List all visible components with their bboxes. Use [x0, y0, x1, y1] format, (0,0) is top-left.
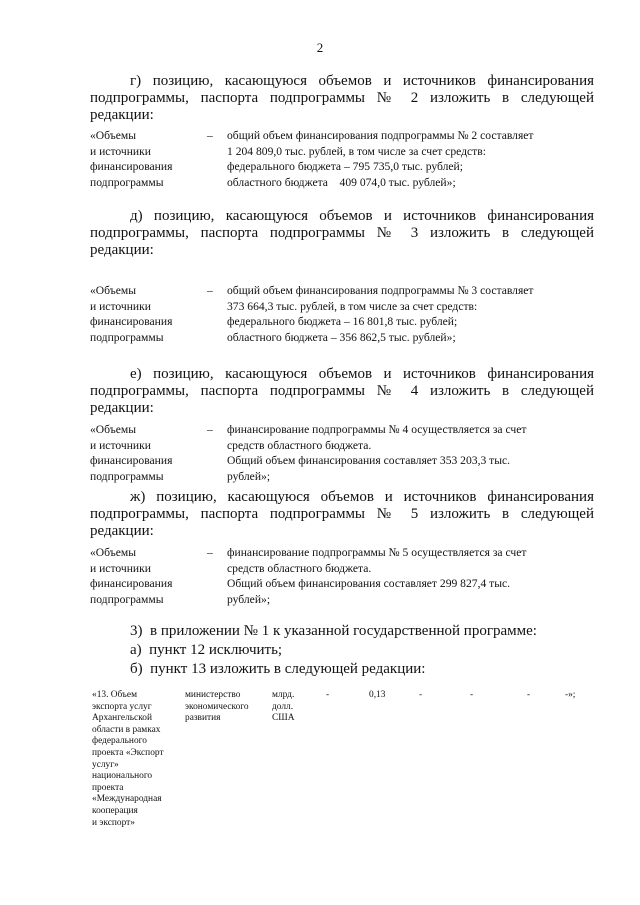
- cell-line: млрд.: [272, 690, 295, 700]
- cell-line: экономического: [185, 701, 249, 712]
- paragraph-zh: [90, 489, 594, 540]
- label-line: финансирования: [90, 454, 173, 467]
- label-line: финансирования: [90, 577, 173, 590]
- list-item: б) пункт 13 изложить в следующей редакции:: [130, 661, 426, 677]
- content-line: средств областного бюджета.: [227, 438, 372, 452]
- paragraph-line: редакции:: [90, 242, 154, 258]
- label-line: подпрограммы: [90, 592, 164, 606]
- cell-line: «13. Объем: [92, 690, 137, 700]
- paragraph-line: подпрограммы, паспорта подпрограммы № 5 изложить в следующей: [90, 506, 594, 522]
- value-cell: -»;: [565, 690, 576, 700]
- cell-line: развития: [185, 713, 221, 724]
- value-cell: 0,13: [369, 690, 386, 700]
- cell-line: США: [272, 713, 295, 724]
- label-line: подпрограммы: [90, 330, 164, 344]
- content-line: федерального бюджета – 795 735,0 тыс. рублей;: [227, 160, 463, 173]
- label-line: подпрограммы: [90, 175, 164, 189]
- content-line: финансирование подпрограммы № 5 осуществляется за счет: [227, 546, 527, 559]
- paragraph-line: г) позицию, касающуюся объемов и источников финансирования: [130, 73, 594, 89]
- dash: –: [207, 423, 213, 436]
- label-line: «Объемы: [90, 423, 137, 436]
- value-cell: -: [326, 690, 330, 700]
- label-line: и источники: [90, 561, 151, 575]
- block-content: [227, 128, 594, 190]
- content-line: областного бюджета 409 074,0 тыс. рублей»;: [227, 175, 456, 189]
- content-line: 1 204 809,0 тыс. рублей, в том числе за счет средств:: [227, 144, 486, 158]
- content-line: средств областного бюджета.: [227, 561, 372, 575]
- label-line: и источники: [90, 438, 151, 452]
- cell-line: долл.: [272, 701, 294, 712]
- label-line: и источники: [90, 299, 151, 313]
- list-item: 3) в приложении № 1 к указанной государственной программе:: [130, 623, 537, 639]
- block-label: [90, 545, 200, 607]
- value-cell: -: [470, 690, 474, 700]
- paragraph-line: д) позицию, касающуюся объемов и источников финансирования: [130, 208, 594, 224]
- content-line: рублей»;: [227, 469, 271, 483]
- paragraph-line: е) позицию, касающуюся объемов и источников финансирования: [130, 366, 594, 382]
- paragraph-line: подпрограммы, паспорта подпрограммы № 4 изложить в следующей: [90, 383, 594, 399]
- responsible-ministry-cell: [185, 690, 273, 725]
- cell-line: услуг»: [92, 759, 119, 770]
- block-content: [227, 545, 594, 607]
- label-line: подпрограммы: [90, 469, 164, 483]
- cell-line: области в рамках: [92, 724, 161, 735]
- dash: –: [207, 546, 213, 559]
- paragraph-line: редакции:: [90, 523, 154, 539]
- label-line: и источники: [90, 144, 151, 158]
- label-line: «Объемы: [90, 284, 137, 297]
- label-line: финансирования: [90, 160, 173, 173]
- block-content: [227, 422, 594, 484]
- paragraph-line: ж) позицию, касающуюся объемов и источников финансирования: [130, 489, 594, 505]
- content-line: областного бюджета – 356 862,5 тыс. рублей»;: [227, 330, 456, 344]
- paragraph-g: [90, 73, 594, 124]
- cell-line: «Международная: [92, 794, 162, 805]
- cell-line: и экспорт»: [92, 817, 135, 828]
- cell-line: экспорта услуг: [92, 701, 152, 712]
- cell-line: проекта «Экспорт: [92, 747, 164, 758]
- cell-line: национального: [92, 771, 153, 782]
- block-label: [90, 283, 200, 345]
- content-line: общий объем финансирования подпрограммы № 2 составляет: [227, 129, 534, 142]
- content-line: Общий объем финансирования составляет 353 203,3 тыс.: [227, 454, 511, 467]
- unit-cell: [272, 690, 312, 725]
- paragraph-line: подпрограммы, паспорта подпрограммы № 2 изложить в следующей: [90, 90, 594, 106]
- paragraph-e: [90, 366, 594, 417]
- cell-line: Архангельской: [92, 713, 152, 724]
- page-number: 2: [316, 40, 324, 55]
- content-line: 373 664,3 тыс. рублей, в том числе за счет средств:: [227, 299, 478, 313]
- value-cell: -: [419, 690, 423, 700]
- content-line: федерального бюджета – 16 801,8 тыс. рублей;: [227, 315, 458, 328]
- dash: –: [207, 284, 213, 297]
- label-line: «Объемы: [90, 546, 137, 559]
- cell-line: федерального: [92, 736, 147, 747]
- label-line: финансирования: [90, 315, 173, 328]
- block-label: [90, 422, 200, 484]
- content-line: финансирование подпрограммы № 4 осуществляется за счет: [227, 423, 527, 436]
- content-line: рублей»;: [227, 592, 271, 606]
- cell-line: кооперация: [92, 805, 138, 816]
- value-cell: -: [527, 690, 531, 700]
- label-line: «Объемы: [90, 129, 137, 142]
- paragraph-d: [90, 208, 594, 259]
- dash: –: [207, 129, 213, 142]
- indicator-name-cell: [92, 690, 182, 829]
- paragraph-line: редакции:: [90, 107, 154, 123]
- content-line: общий объем финансирования подпрограммы № 3 составляет: [227, 284, 534, 297]
- content-line: Общий объем финансирования составляет 299 827,4 тыс.: [227, 577, 511, 590]
- paragraph-line: подпрограммы, паспорта подпрограммы № 3 изложить в следующей: [90, 225, 594, 241]
- paragraph-line: редакции:: [90, 400, 154, 416]
- amendment-list: [130, 622, 537, 679]
- block-content: [227, 283, 594, 345]
- block-label: [90, 128, 200, 190]
- cell-line: проекта: [92, 782, 124, 793]
- list-item: а) пункт 12 исключить;: [130, 642, 283, 658]
- cell-line: министерство: [185, 690, 241, 700]
